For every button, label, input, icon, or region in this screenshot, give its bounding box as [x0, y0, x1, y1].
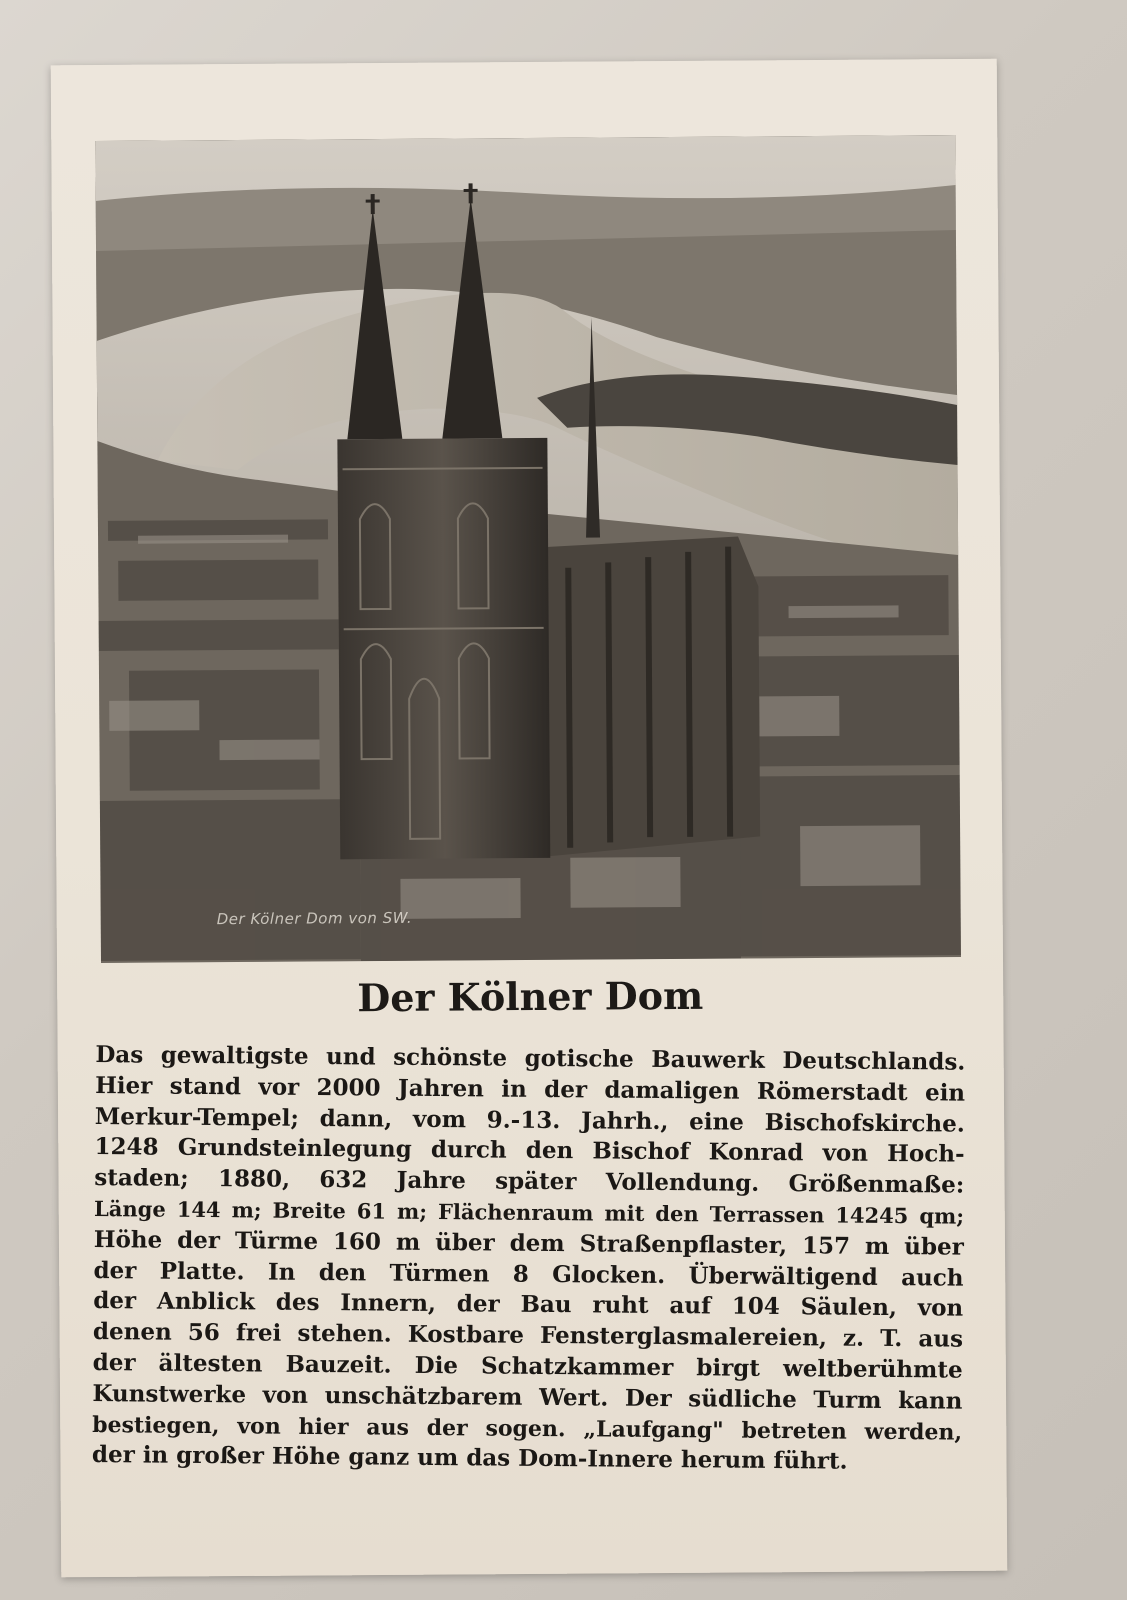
text-line: bestiegen, von hier aus der sogen. „Laufgang" betreten werden, [92, 1411, 963, 1446]
cathedral-illustration [95, 135, 961, 963]
text-line: der Anblick des Innern, der Bau ruht auf 104 Säulen, von [93, 1287, 964, 1322]
photo-caption: Der Kölner Dom von SW. [216, 908, 413, 929]
postcard [51, 59, 1008, 1578]
description-text [92, 1040, 966, 1479]
text-line: der Platte. In den Türmen 8 Glocken. Überwältigend auch [93, 1256, 964, 1292]
text-line: der in großer Höhe ganz um das Dom-Innere herum führt. [91, 1441, 848, 1475]
text-line: Höhe der Türme 160 m über dem Straßenpflaster, 157 m über [93, 1225, 964, 1261]
text-line: staden; 1880, 632 Jahre später Vollendung. Größenmaße: [94, 1164, 965, 1199]
text-line: der ältesten Bauzeit. Die Schatzkammer birgt weltberühmte [92, 1348, 963, 1384]
text-line: Merkur-Tempel; dann, vom 9.-13. Jahrh., eine Bischofskirche. [94, 1102, 965, 1138]
page-title: Der Kölner Dom [357, 972, 704, 1021]
text-line: Kunstwerke von unschätzbarem Wert. Der südliche Turm kann [92, 1379, 963, 1415]
west-facade [337, 438, 550, 859]
text-line: Hier stand vor 2000 Jahren in der damaligen Römerstadt ein [95, 1071, 966, 1107]
text-line: 1248 Grundsteinlegung durch den Bischof Konrad von Hoch- [94, 1133, 965, 1169]
text-line: denen 56 frei stehen. Kostbare Fensterglasmalereien, z. T. aus [92, 1318, 964, 1353]
text-line: Das gewaltigste und schönste gotische Bauwerk Deutschlands. [95, 1041, 966, 1076]
cathedral-photo [95, 135, 961, 963]
text-line: Länge 144 m; Breite 61 m; Flächenraum mit den Terrassen 14245 qm; [93, 1196, 965, 1229]
